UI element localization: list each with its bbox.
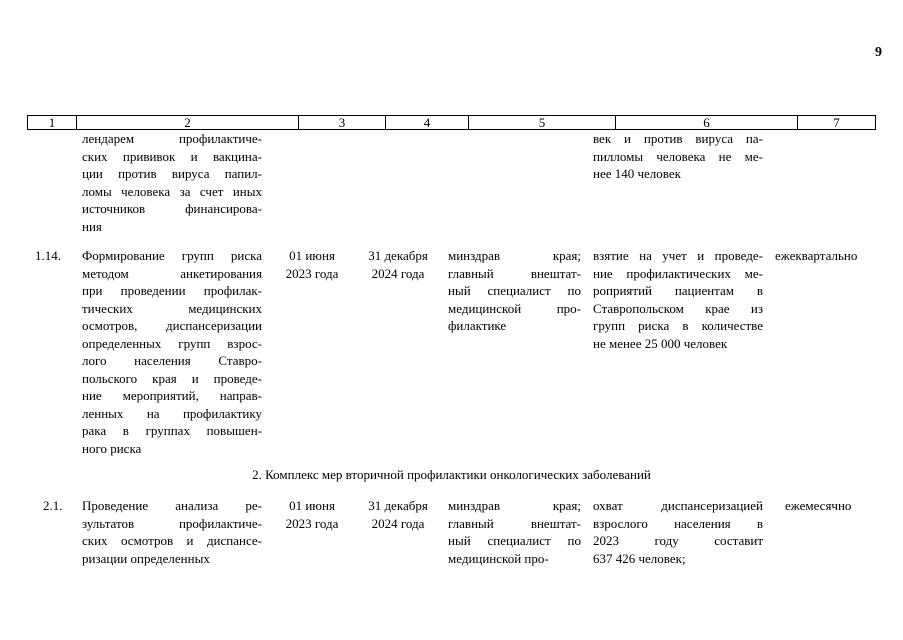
header-col-2: 2 <box>76 116 298 129</box>
text-line: ломы человека за счет иных <box>82 183 262 199</box>
text-line: 2023 года <box>285 265 339 281</box>
text-line: охват диспансеризацией <box>593 498 763 513</box>
text-line: главный внештат- <box>448 515 581 531</box>
frequency: ежеквартально <box>775 248 858 263</box>
text-line: лендарем профилактиче- <box>82 131 262 146</box>
table-header-row <box>27 115 876 130</box>
text-line: нее 140 человек <box>593 166 681 181</box>
text-line: пилломы человека не ме- <box>593 148 763 164</box>
text-line: медицинской про- <box>448 550 549 566</box>
text-line: главный внештат- <box>448 265 581 281</box>
header-col-1: 1 <box>48 115 56 130</box>
text-line: не менее 25 000 человек <box>593 335 728 351</box>
header-col-5: 5 <box>468 116 615 129</box>
text-line: медицинской про- <box>448 300 581 316</box>
continuation-measure-text <box>82 130 262 235</box>
text-line: 637 426 человек; <box>593 550 686 566</box>
text-line: Ставропольском крае из <box>593 300 763 316</box>
text-line: при проведении профилак- <box>82 283 262 298</box>
text-line: ских осмотров и диспансе- <box>82 533 262 548</box>
text-line: рака в группах повышен- <box>82 423 262 438</box>
end-date <box>358 497 438 532</box>
text-line: роприятий пациентам в <box>593 283 763 298</box>
start-date <box>272 247 352 282</box>
text-line: групп риска в количестве <box>593 318 763 333</box>
text-line: 2024 года <box>371 515 425 531</box>
text-line: 01 июня <box>289 498 335 513</box>
text-line: ских прививок и вакцина- <box>82 148 262 164</box>
text-line: взрослого населения в <box>593 515 763 531</box>
text-line: ния <box>82 218 102 234</box>
text-line: филактике <box>448 318 507 333</box>
continuation-result-text <box>593 130 763 183</box>
text-line: 2023 году составит <box>593 533 763 548</box>
end-date <box>358 247 438 282</box>
text-line: минздрав края; <box>448 498 581 513</box>
text-line: 31 декабря <box>368 248 428 263</box>
text-line: польского края и проведе- <box>82 370 262 386</box>
text-line: ризации определенных <box>82 550 210 566</box>
text-line: зультатов профилактиче- <box>82 515 262 531</box>
text-line: тических медицинских <box>82 300 262 316</box>
text-line: ный специалист по <box>448 283 581 298</box>
header-col-7: 7 <box>797 116 875 129</box>
text-line: источников финансирова- <box>82 201 262 216</box>
page-number: 9 <box>875 45 882 60</box>
text-line: ние профилактических ме- <box>593 265 763 281</box>
row-number: 1.14. <box>35 248 61 263</box>
text-line: Формирование групп риска <box>82 248 262 263</box>
text-line: лого населения Ставро- <box>82 353 262 368</box>
text-line: минздрав края; <box>448 248 581 263</box>
text-line: 31 декабря <box>368 498 428 513</box>
start-date <box>272 497 352 532</box>
row-number: 2.1. <box>43 498 63 513</box>
text-line: 2023 года <box>285 515 339 531</box>
responsible <box>448 247 581 335</box>
text-line: определенных групп взрос- <box>82 335 262 351</box>
header-col-3: 3 <box>298 116 385 129</box>
text-line: 01 июня <box>289 248 335 263</box>
header-col-4: 4 <box>385 116 468 129</box>
text-line: ный специалист по <box>448 533 581 548</box>
section-title: 2. Комплекс мер вторичной профилактики онкологических заболеваний <box>252 467 651 482</box>
text-line: ции против вируса папил- <box>82 166 262 181</box>
frequency: ежемесячно <box>785 498 852 513</box>
text-line: век и против вируса па- <box>593 131 763 146</box>
text-line: ние мероприятий, направ- <box>82 388 262 403</box>
text-line: 2024 года <box>371 265 425 281</box>
text-line: методом анкетирования <box>82 265 262 281</box>
text-line: осмотров, диспансеризации <box>82 318 262 333</box>
responsible <box>448 497 581 567</box>
measure-name <box>82 497 262 567</box>
expected-result <box>593 247 763 352</box>
measure-name <box>82 247 262 457</box>
text-line: ленных на профилактику <box>82 405 262 421</box>
expected-result <box>593 497 763 567</box>
text-line: ного риска <box>82 440 142 456</box>
header-col-6: 6 <box>615 116 797 129</box>
text-line: взятие на учет и проведе- <box>593 248 763 263</box>
text-line: Проведение анализа ре- <box>82 498 262 513</box>
